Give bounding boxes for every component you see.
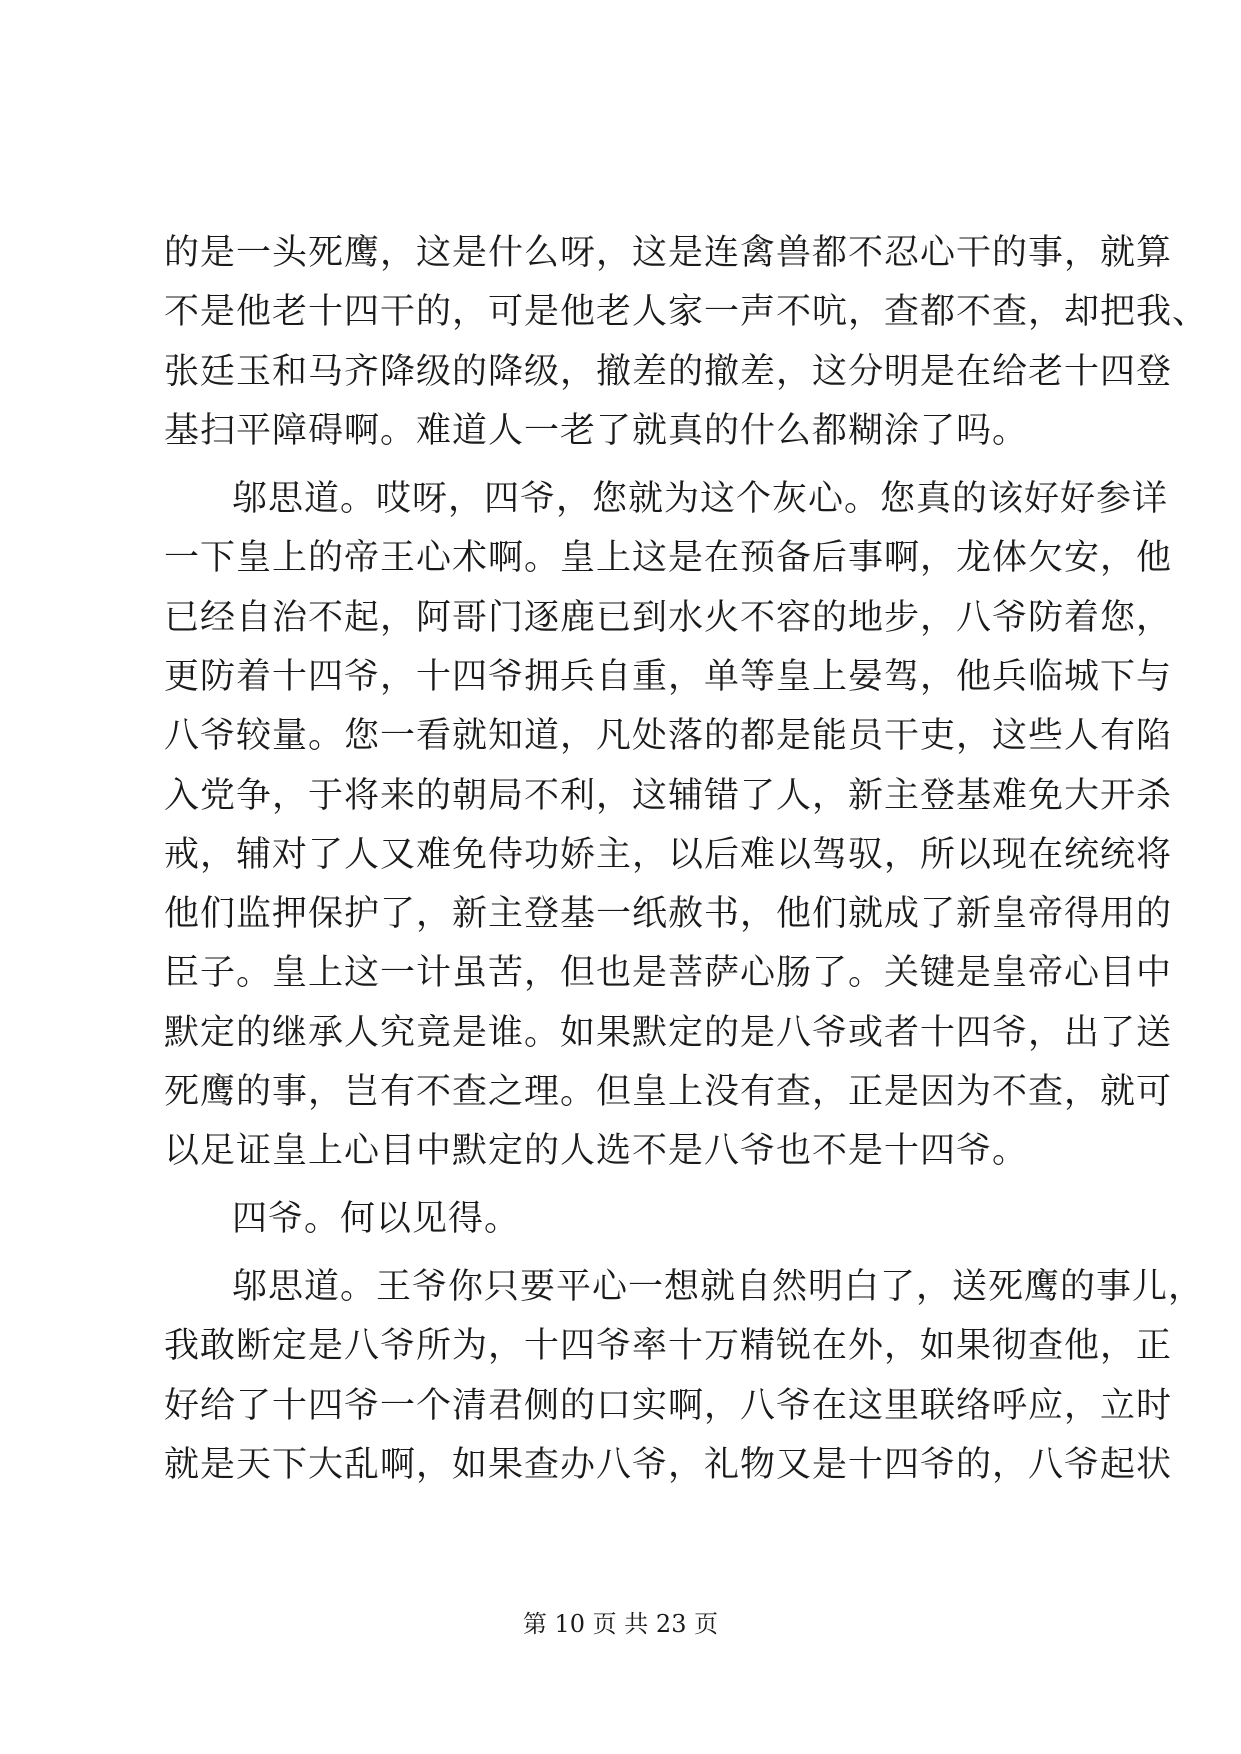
text-line: 以足证皇上心目中默定的人选不是八爷也不是十四爷。: [164, 1131, 1029, 1171]
text-line: 戒，辅对了人又难免侍功娇主，以后难以驾驭，所以现在统统将: [164, 835, 1173, 875]
text-line: 他们监押保护了，新主登基一纸赦书，他们就成了新皇帝得用的: [164, 894, 1173, 934]
paragraph-start-line: 邬思道。王爷你只要平心一想就自然明白了，送死鹰的事儿，: [232, 1267, 1205, 1307]
text-line: 好给了十四爷一个清君侧的口实啊，八爷在这里联络呼应，立时: [164, 1386, 1173, 1426]
text-line: 的是一头死鹰，这是什么呀，这是连禽兽都不忍心干的事，就算: [164, 233, 1173, 273]
text-line: 入党争，于将来的朝局不利，这辅错了人，新主登基难免大开杀: [164, 776, 1173, 816]
paragraph-start-line: 邬思道。哎呀，四爷，您就为这个灰心。您真的该好好参详: [232, 479, 1169, 519]
text-line: 已经自治不起，阿哥门逐鹿已到水火不容的地步，八爷防着您，: [164, 598, 1173, 638]
text-line: 八爷较量。您一看就知道，凡处落的都是能员干吏，这些人有陷: [164, 716, 1173, 756]
text-line: 基扫平障碍啊。难道人一老了就真的什么都糊涂了吗。: [164, 411, 1029, 451]
text-line: 就是天下大乱啊，如果查办八爷，礼物又是十四爷的，八爷起状: [164, 1445, 1173, 1485]
text-line: 死鹰的事，岂有不查之理。但皇上没有查，正是因为不查，就可: [164, 1072, 1173, 1112]
text-line: 臣子。皇上这一计虽苦，但也是菩萨心肠了。关键是皇帝心目中: [164, 953, 1173, 993]
page-footer: 第 10 页 共 23 页: [522, 1610, 719, 1638]
text-line: 一下皇上的帝王心术啊。皇上这是在预备后事啊，龙体欠安，他: [164, 538, 1173, 578]
text-line: 默定的继承人究竟是谁。如果默定的是八爷或者十四爷，出了送: [164, 1013, 1173, 1053]
paragraph-start-line: 四爷。何以见得。: [232, 1199, 521, 1239]
text-line: 张廷玉和马齐降级的降级，撤差的撤差，这分明是在给老十四登: [164, 352, 1173, 392]
text-line: 更防着十四爷，十四爷拥兵自重，单等皇上晏驾，他兵临城下与: [164, 657, 1173, 697]
text-line: 我敢断定是八爷所为，十四爷率十万精锐在外，如果彻查他，正: [164, 1326, 1173, 1366]
text-line: 不是他老十四干的，可是他老人家一声不吭，查都不查，却把我、: [164, 292, 1209, 332]
